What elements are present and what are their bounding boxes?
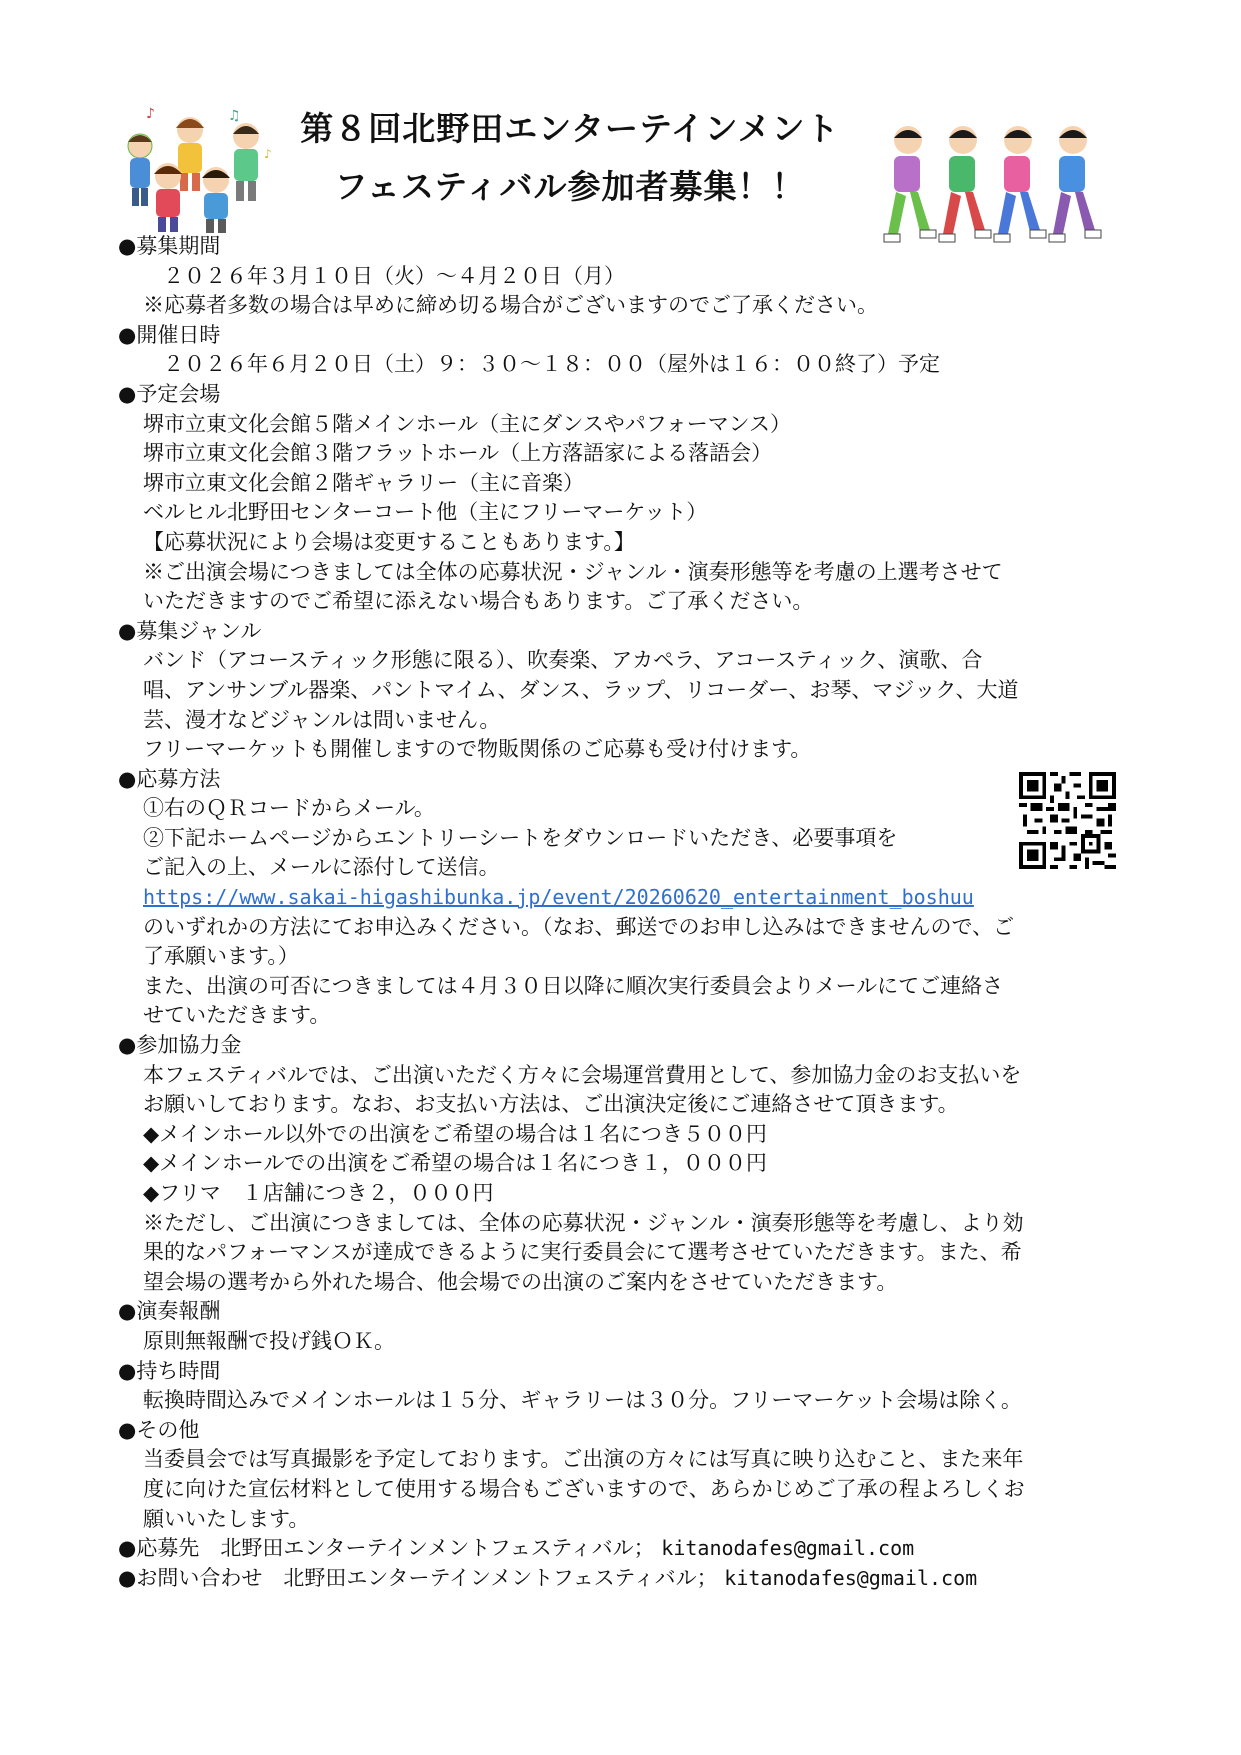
section-heading-venue: ●予定会場: [118, 381, 221, 406]
genre-line: 唱、アンサンブル器楽、パントマイム、ダンス、ラップ、リコーダー、お琴、マジック、大道: [143, 677, 1019, 702]
genre-fleamarket-note: フリーマーケットも開催しますので物販関係のご応募も受け付けます。: [143, 737, 812, 762]
page-title-line1: 第８回北野田エンターテインメント: [300, 109, 840, 148]
section-heading-other: ●その他: [118, 1417, 200, 1442]
svg-text:♪: ♪: [146, 106, 155, 122]
document-body: [118, 232, 1128, 1593]
apply-result-note: また、出演の可否につきましては４月３０日以降に順次実行委員会よりメールにてご連絡さ: [143, 973, 1004, 998]
apply-method-web: ②下記ホームページからエントリーシートをダウンロードいただき、必要事項を: [143, 825, 898, 850]
apply-method-qr: ①右のＱＲコードからメール。: [143, 796, 435, 821]
children-singing-icon: [118, 106, 296, 234]
section-heading-fee: ●参加協力金: [118, 1033, 242, 1058]
fee-note: 望会場の選考から外れた場合、他会場での出演のご案内をさせていただきます。: [143, 1269, 898, 1294]
section-heading-reward: ●演奏報酬: [118, 1299, 221, 1324]
page-title-line2: フェスティバル参加者募集！！: [334, 167, 806, 206]
contact-email[interactable]: kitanodafes@gmail.com: [724, 1565, 978, 1590]
event-datetime: ２０２６年６月２０日（土）９：３０～１８：００（屋外は１６：００終了）予定: [163, 352, 940, 377]
apply-to-line: [118, 1534, 1128, 1564]
period-dates: ２０２６年３月１０日（火）～４月２０日（月）: [163, 263, 625, 288]
reward-text: 原則無報酬で投げ銭ＯＫ。: [143, 1328, 395, 1353]
fee-note: 果的なパフォーマンスが達成できるように実行委員会にて選考させていただきます。また、希: [143, 1240, 1022, 1265]
venue-gallery: 堺市立東文化会館２階ギャラリー（主に音楽）: [143, 470, 584, 495]
fee-item-main-hall: ◆メインホールでの出演をご希望の場合は１名につき１，０００円: [143, 1151, 767, 1176]
genre-line: バンド（アコースティック形態に限る）、吹奏楽、アカペラ、アコースティック、演歌、合: [143, 648, 983, 673]
apply-method-web-cont: ご記入の上、メールに添付して送信。: [143, 855, 500, 880]
venue-center-court: ベルヒル北野田センターコート他（主にフリーマーケット）: [143, 500, 708, 525]
apply-to-email[interactable]: kitanodafes@gmail.com: [661, 1536, 915, 1561]
venue-flat-hall: 堺市立東文化会館３階フラットホール（上方落語家による落語会）: [143, 441, 773, 466]
other-text: 度に向けた宣伝材料として使用する場合もございますので、あらかじめご了承の程よろしくお: [143, 1476, 1025, 1501]
other-text: 当委員会では写真撮影を予定しております。ご出演の方々には写真に映り込むこと、また来年: [143, 1447, 1024, 1472]
contact-line: [118, 1564, 1128, 1594]
period-note: ※応募者多数の場合は早めに締め切る場合がございますのでご了承ください。: [143, 293, 878, 318]
contact-label: ●お問い合わせ 北野田エンターテインメントフェスティバル；: [118, 1565, 718, 1590]
svg-text:♫: ♫: [228, 108, 241, 124]
venue-selection-note-cont: いただきますのでご希望に添えない場合もあります。ご了承ください。: [143, 589, 814, 614]
venue-change-note: 【応募状況により会場は変更することもあります。】: [143, 529, 635, 554]
svg-text:♪: ♪: [264, 147, 272, 161]
fee-item-other-venue: ◆メインホール以外での出演をご希望の場合は１名につき５００円: [143, 1121, 767, 1146]
section-heading-period: ●募集期間: [118, 234, 221, 258]
fee-description-cont: お願いしております。なお、お支払い方法は、ご出演決定後にご連絡させて頂きます。: [143, 1092, 959, 1117]
fee-note: ※ただし、ご出演につきましては、全体の応募状況・ジャンル・演奏形態等を考慮し、より効: [143, 1210, 1024, 1235]
fee-description: 本フェスティバルでは、ご出演いただく方々に会場運営費用として、参加協力金のお支払いを: [143, 1062, 1022, 1087]
section-heading-apply: ●応募方法: [118, 766, 221, 791]
time-text: 転換時間込みでメインホールは１５分、ギャラリーは３０分。フリーマーケット会場は除く。: [143, 1388, 1022, 1413]
genre-line: 芸、漫才などジャンルは問いません。: [143, 707, 501, 732]
fee-item-fleamarket: ◆フリマ １店舗につき２，０００円: [143, 1181, 494, 1205]
section-heading-time: ●持ち時間: [118, 1358, 221, 1383]
venue-main-hall: 堺市立東文化会館５階メインホール（主にダンスやパフォーマンス）: [143, 411, 792, 436]
section-heading-genre: ●募集ジャンル: [118, 618, 262, 643]
apply-to-label: ●応募先 北野田エンターテインメントフェスティバル；: [118, 1536, 655, 1561]
venue-selection-note: ※ご出演会場につきましては全体の応募状況・ジャンル・演奏形態等を考慮の上選考させて: [143, 559, 1003, 584]
apply-instructions-cont: 了承願います。）: [143, 944, 299, 969]
other-text: 願いいたします。: [143, 1506, 310, 1531]
section-heading-date: ●開催日時: [118, 322, 221, 347]
entry-sheet-link[interactable]: https://www.sakai-higashibunka.jp/event/20260620_entertainment_boshuu: [143, 885, 974, 910]
apply-instructions: のいずれかの方法にてお申込みください。（なお、郵送でのお申し込みはできませんので、ご: [143, 914, 1015, 939]
apply-result-note-cont: せていただきます。: [143, 1003, 331, 1028]
